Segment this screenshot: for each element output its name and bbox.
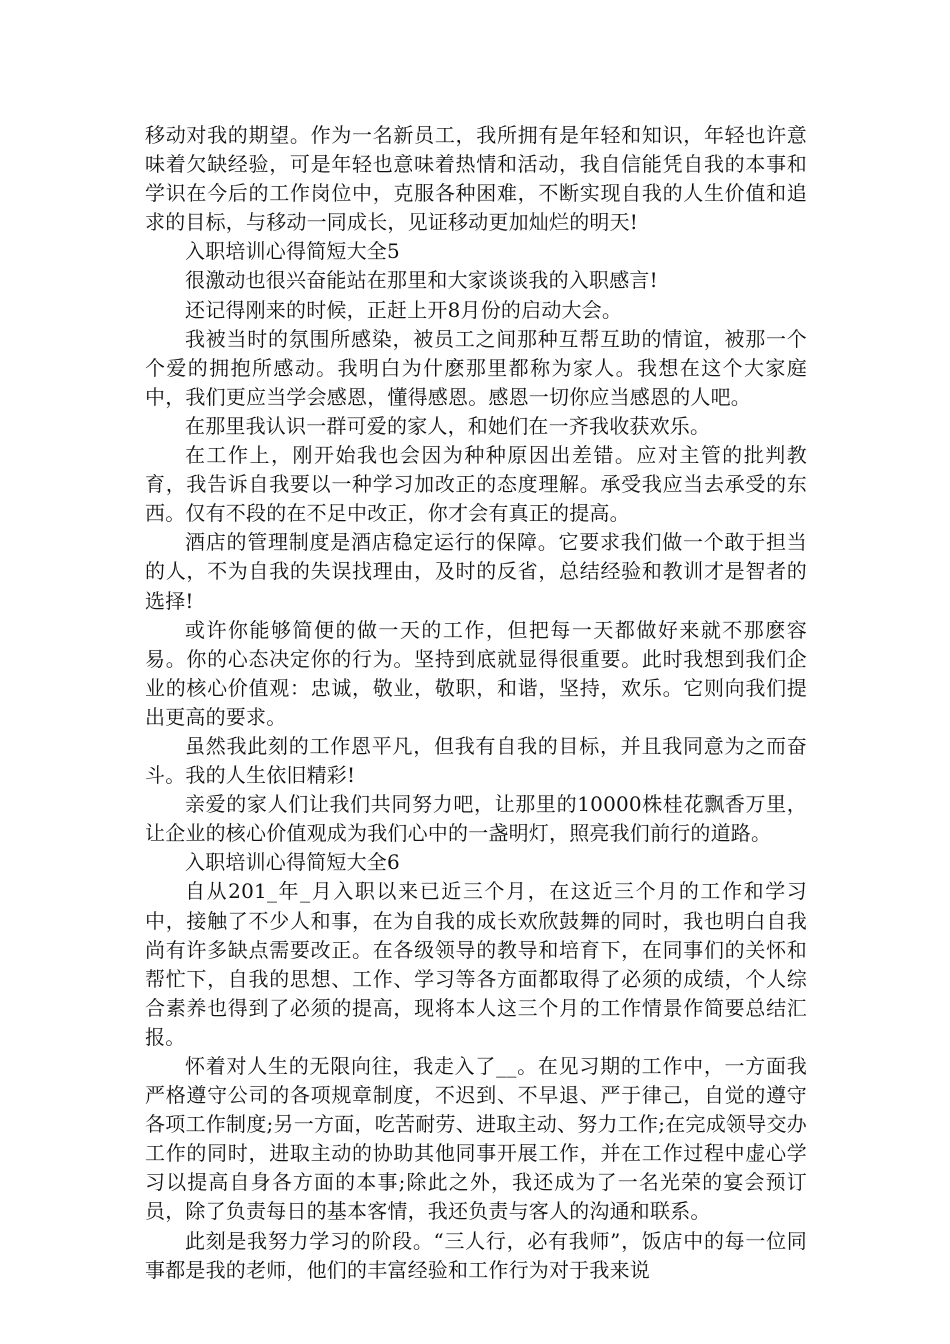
paragraph: 很激动也很兴奋能站在那里和大家谈谈我的入职感言! (185, 268, 658, 293)
section-heading-6: 入职培训心得简短大全6 (185, 850, 400, 875)
paragraph: 还记得刚来的时候，正赶上开8月份的启动大会。 (185, 297, 623, 322)
document-body (145, 121, 807, 1285)
paragraph: 此刻是我努力学习的阶段。“三人行，必有我师”，饭店中的每一位同事都是我的老师，他们的丰富经验和工作行为对于我来说 (145, 1228, 807, 1282)
section-heading-5: 入职培训心得简短大全5 (185, 239, 400, 264)
paragraph: 在工作上，刚开始我也会因为种种原因出差错。应对主管的批判教育，我告诉自我要以一种学习加改正的态度理解。承受我应当去承受的东西。仅有不段的在不足中改正，你才会有真正的提高。 (145, 443, 807, 526)
paragraph: 或许你能够简便的做一天的工作，但把每一天都做好来就不那麽容易。你的心态决定你的行为。坚持到底就显得很重要。此时我想到我们企业的核心价值观：忠诚，敬业，敬职，和谐，坚持，欢乐。它则向我们提出更高的要求。 (145, 617, 807, 729)
paragraph: 在那里我认识一群可爱的家人，和她们在一齐我收获欢乐。 (185, 413, 711, 438)
paragraph: 虽然我此刻的工作恩平凡，但我有自我的目标，并且我同意为之而奋斗。我的人生依旧精彩! (145, 733, 807, 788)
paragraph-continued: 移动对我的期望。作为一名新员工，我所拥有是年轻和知识，年轻也许意味着欠缺经验，可是年轻也意味着热情和活动，我自信能凭自我的本事和学识在今后的工作岗位中，克服各种困难，不断实现自我的人生价值和追求的目标，与移动一同成长，见证移动更加灿烂的明天! (145, 123, 807, 235)
paragraph: 亲爱的家人们让我们共同努力吧，让那里的10000株桂花飘香万里，让企业的核心价值观成为我们心中的一盏明灯，照亮我们前行的道路。 (145, 792, 807, 846)
paragraph: 酒店的管理制度是酒店稳定运行的保障。它要求我们做一个敢于担当的人，不为自我的失误找理由，及时的反省，总结经验和教训才是智者的选择! (145, 530, 807, 613)
paragraph: 怀着对人生的无限向往，我走入了__。在见习期的工作中，一方面我严格遵守公司的各项规章制度，不迟到、不早退、严于律己，自觉的遵守各项工作制度;另一方面，吃苦耐劳、进取主动、努力工作;在完成领导交办工作的同时，进取主动的协助其他同事开展工作，并在工作过程中虚心学习以提高自身各方面的本事;除此之外，我还成为了一名光荣的宴会预订员，除了负责每日的基本客情，我还负责与客人的沟通和联系。 (145, 1054, 807, 1224)
paragraph: 我被当时的氛围所感染，被员工之间那种互帮互助的情谊，被那一个个爱的拥抱所感动。我明白为什麽那里都称为家人。我想在这个大家庭中，我们更应当学会感恩，懂得感恩。感恩一切你应当感恩的人吧。 (145, 326, 807, 409)
paragraph: 自从201_年_月入职以来已近三个月，在这近三个月的工作和学习中，接触了不少人和事，在为自我的成长欢欣鼓舞的同时，我也明白自我尚有许多缺点需要改正。在各级领导的教导和培育下，在同事们的关怀和帮忙下，自我的思想、工作、学习等各方面都取得了必须的成绩，个人综合素养也得到了必须的提高，现将本人这三个月的工作情景作简要总结汇报。 (145, 879, 807, 1049)
